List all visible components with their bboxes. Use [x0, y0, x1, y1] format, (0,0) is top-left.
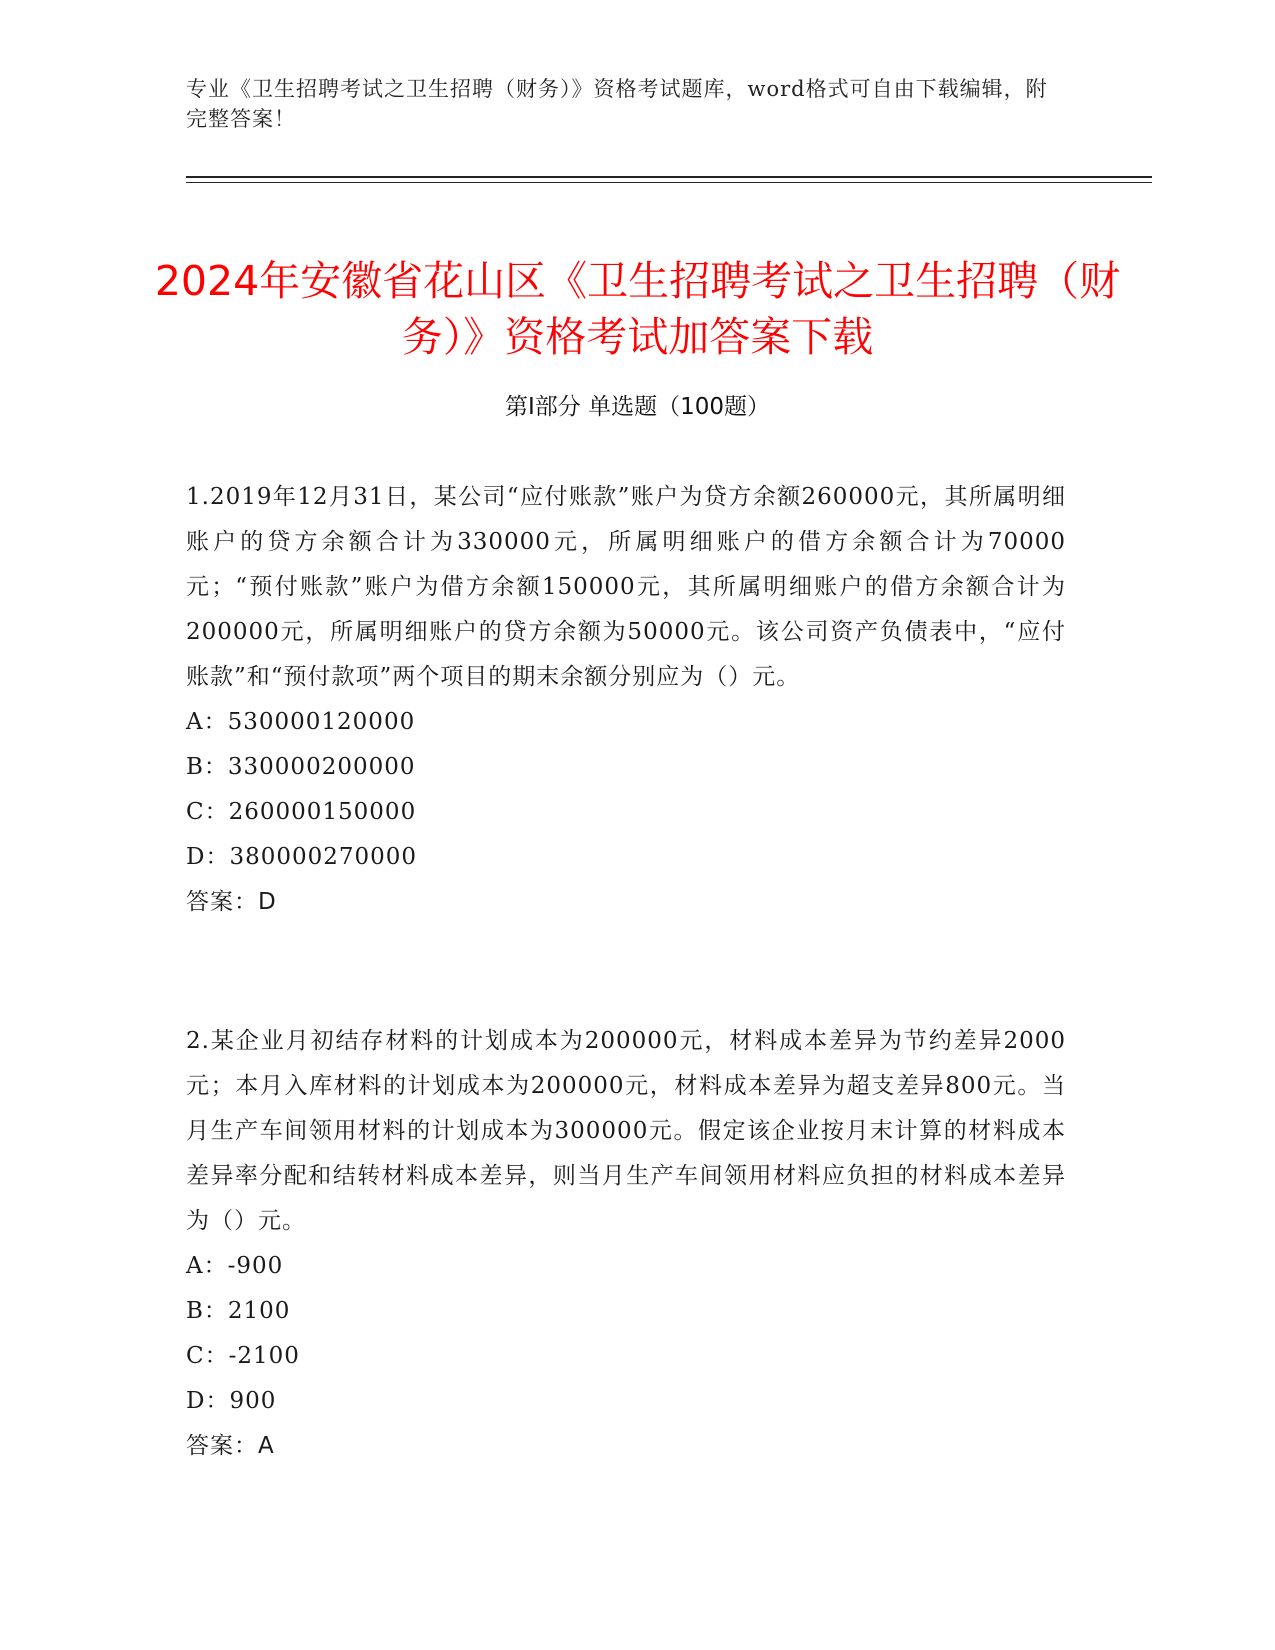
option-a: A：-900 — [186, 1253, 284, 1279]
header-rule-thin — [186, 182, 1152, 183]
option-d: D：900 — [186, 1388, 277, 1414]
header-note: 专业《卫生招聘考试之卫生招聘（财务）》资格考试题库，word格式可自由下载编辑，附完整答案！ — [186, 77, 1048, 131]
header-rule — [186, 176, 1152, 178]
option-a: A：530000120000 — [186, 709, 416, 735]
section-heading: 第Ⅰ部分 单选题（100题） — [505, 394, 770, 420]
document-title: 2024年安徽省花山区《卫生招聘考试之卫生招聘（财务）》资格考试加答案下载 — [154, 257, 1121, 362]
answer: 答案：D — [186, 889, 277, 915]
question-block — [186, 1019, 1066, 1469]
answer: 答案：A — [186, 1433, 275, 1459]
option-b: B：330000200000 — [186, 754, 416, 780]
option-d: D：380000270000 — [186, 844, 418, 870]
question-text: 1.2019年12月31日，某公司“应付账款”账户为贷方余额260000元，其所属明细账户的贷方余额合计为330000元，所属明细账户的借方余额合计为70000元；“预付账款”账户为借方余额150000元，其所属明细账户的借方余额合计为200000元，所属明细账户的贷方余额为50000元。该公司资产负债表中，“应付账款”和“预付款项”两个项目的期末余额分别应为（）元。 — [186, 484, 1066, 690]
question-block — [186, 475, 1066, 925]
option-b: B：2100 — [186, 1298, 291, 1324]
option-c: C：-2100 — [186, 1343, 300, 1369]
question-text: 2.某企业月初结存材料的计划成本为200000元，材料成本差异为节约差异2000元；本月入库材料的计划成本为200000元，材料成本差异为超支差异800元。当月生产车间领用材料的计划成本为300000元。假定该企业按月末计算的材料成本差异率分配和结转材料成本差异，则当月生产车间领用材料应负担的材料成本差异为（）元。 — [186, 1028, 1066, 1234]
option-c: C：260000150000 — [186, 799, 417, 825]
